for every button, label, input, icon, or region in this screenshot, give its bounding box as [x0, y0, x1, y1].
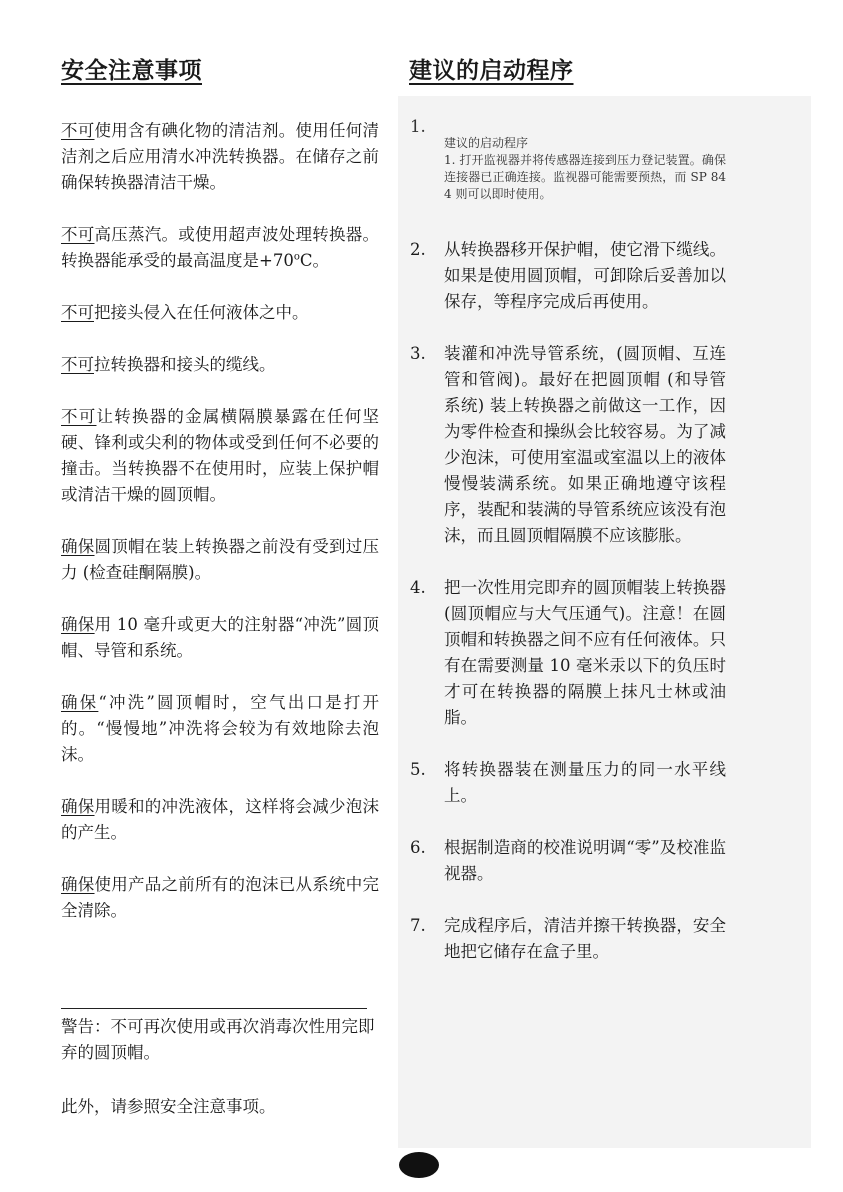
precaution-item — [61, 794, 379, 846]
precaution-item — [61, 300, 379, 326]
step-number: 1. — [410, 117, 426, 136]
procedure-step — [410, 913, 726, 965]
step-number: 6. — [410, 838, 426, 857]
precaution-text: 圆顶帽在装上转换器之前没有受到过压力 (检查硅酮隔膜)。 — [61, 537, 379, 582]
precaution-text: 高压蒸汽。或使用超声波处理转换器。转换器能承受的最高温度是+70 — [61, 225, 379, 270]
procedure-step — [410, 118, 726, 203]
safety-precautions-list — [61, 118, 379, 950]
step-text: 从转换器移开保护帽，使它滑下缆线。如果是使用圆顶帽，可卸除后妥善加以保存，等程序完成后再使用。 — [444, 240, 726, 311]
step-text: 将转换器装在测量压力的同一水平线上。 — [444, 760, 726, 805]
precaution-text: 使用含有碘化物的清洁剂。使用任何清洁剂之后应用清水冲洗转换器。在储存之前确保转换器清洁干燥。 — [61, 121, 379, 192]
temperature-unit: C。 — [299, 251, 329, 270]
procedure-step — [410, 237, 726, 315]
degree-symbol: o — [293, 251, 300, 263]
precaution-item — [61, 690, 379, 768]
precaution-item — [61, 534, 379, 586]
procedure-step — [410, 835, 726, 887]
procedure-step — [410, 575, 726, 731]
startup-steps-list — [410, 118, 726, 991]
precaution-item — [61, 118, 379, 196]
precaution-text: 让转换器的金属横隔膜暴露在任何坚硬、锋利或尖利的物体或受到任何不必要的撞击。当转换器不在使用时，应装上保护帽或清洁干燥的圆顶帽。 — [61, 407, 380, 504]
precaution-text: “冲洗”圆顶帽时，空气出口是打开的。“慢慢地”冲洗将会较为有效地除去泡沫。 — [61, 693, 380, 764]
precaution-keyword: 确保 — [61, 797, 95, 816]
step-number: 5. — [410, 760, 426, 779]
precaution-keyword: 确保 — [61, 615, 95, 634]
startup-procedure-title: 建议的启动程序 — [409, 57, 574, 84]
step-number: 7. — [410, 916, 426, 935]
precaution-keyword: 确保 — [61, 537, 95, 556]
step-text: 完成程序后，清洁并擦干转换器，安全地把它储存在盒子里。 — [444, 916, 726, 961]
page-marker-dot — [399, 1152, 439, 1178]
precaution-keyword: 不可 — [61, 225, 95, 244]
precaution-item — [61, 872, 379, 924]
precaution-item — [61, 404, 379, 508]
precaution-text: 把接头侵入在任何液体之中。 — [94, 303, 309, 322]
procedure-step — [410, 341, 726, 549]
step-text: 装灌和冲洗导管系统，(圆顶帽、互连管和管阀)。最好在把圆顶帽 (和导管系统) 装上转换器之前做这一工作，因为零件检查和操纵会比较容易。为了减少泡沫，可使用室温或室温以上的液体慢慢装满系统。如果正确地遵守该程序，装配和装满的导管系统应该没有泡沫，而且圆顶帽隔膜不应该膨胀。 — [444, 344, 726, 545]
precaution-keyword: 不可 — [61, 355, 94, 374]
step-text: 根据制造商的校准说明调“零”及校准监视器。 — [444, 838, 726, 883]
warning-text: 警告：不可再次使用或再次消毒次性用完即弃的圆顶帽。 — [61, 1017, 375, 1062]
step-number: 2. — [410, 240, 426, 259]
step-text: 把一次性用完即弃的圆顶帽装上转换器 (圆顶帽应与大气压通气)。注意！在圆顶帽和转换器之间不应有任何液体。只有在需要测量 10 毫米汞以下的负压时才可在转换器的隔膜上抹凡士林或油脂。 — [444, 578, 726, 727]
safety-precautions-title: 安全注意事项 — [61, 57, 202, 84]
precaution-keyword: 不可 — [61, 407, 97, 426]
step-number: 3. — [410, 344, 426, 363]
precaution-keyword: 确保 — [61, 875, 95, 894]
precaution-text: 拉转换器和接头的缆线。 — [94, 355, 276, 374]
precaution-item — [61, 352, 379, 378]
precaution-item — [61, 222, 379, 274]
precaution-keyword: 不可 — [61, 121, 95, 140]
precaution-text: 用暖和的冲洗液体，这样将会减少泡沫的产生。 — [61, 797, 379, 842]
precaution-keyword: 不可 — [61, 303, 94, 322]
precaution-keyword: 确保 — [61, 693, 99, 712]
procedure-step — [410, 757, 726, 809]
step-number: 4. — [410, 578, 426, 597]
precaution-item — [61, 612, 379, 664]
warning-divider — [61, 1008, 367, 1009]
step-text: 建议的启动程序 1. 打开监视器并将传感器连接到压力登记装置。确保连接器已正确连接。监视器可能需要预热，而 SP 844 则可以即时使用。 — [444, 136, 726, 201]
reference-note: 此外，请参照安全注意事项。 — [61, 1097, 276, 1116]
precaution-text: 用 10 毫升或更大的注射器“冲洗”圆顶帽、导管和系统。 — [61, 615, 379, 660]
precaution-text: 使用产品之前所有的泡沫已从系统中完全清除。 — [61, 875, 379, 920]
